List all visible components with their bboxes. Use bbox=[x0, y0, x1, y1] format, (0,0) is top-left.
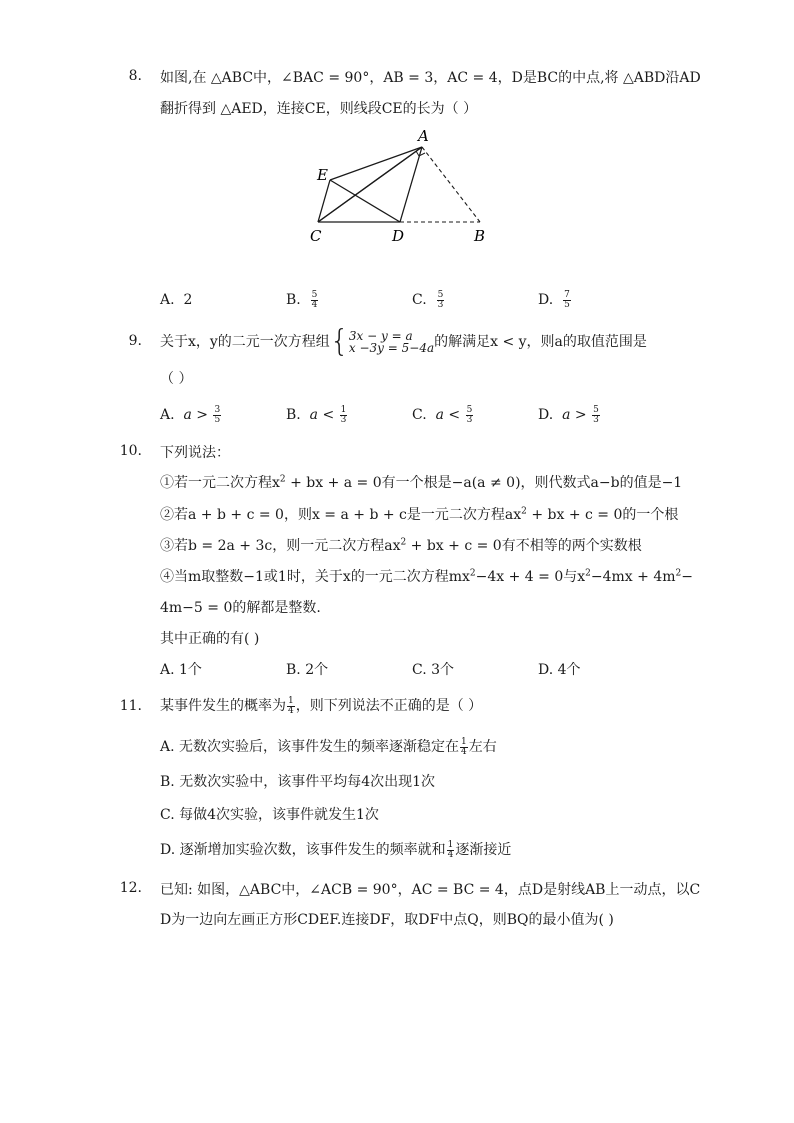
brace: { bbox=[329, 324, 349, 359]
statement-2: ②若a + b + c = 0，则x = a + b + c是一元二次方程$ax^2$ + bx + c = 0的一个根 bbox=[160, 506, 679, 523]
label-d: D bbox=[392, 227, 405, 245]
statement-3: ③若b = 2a + 3c，则一元二次方程$ax^2$ + bx + c = 0有不相等的两个实数根 bbox=[160, 537, 642, 554]
label-c: C bbox=[310, 227, 322, 245]
question-text: 翻折得到 △AED，连接CE，则线段CE的长为（ ） bbox=[160, 101, 478, 117]
question-text: 下列说法： bbox=[160, 445, 230, 461]
question-text: D为一边向左画正方形CDEF.连接DF，取DF中点Q，则BQ的最小值为( ) bbox=[160, 912, 614, 928]
label-e: E bbox=[317, 166, 328, 184]
option-c[interactable]: C. a < $\frac{5}{3}$ bbox=[412, 404, 473, 425]
option-b[interactable]: B. $\frac{5}{4}$ bbox=[286, 289, 318, 310]
option-a[interactable]: A. 2 bbox=[160, 292, 193, 308]
segment-ea bbox=[330, 147, 422, 180]
option-a[interactable]: A. a > $\frac{3}{5}$ bbox=[160, 404, 221, 425]
label-b: B bbox=[474, 227, 486, 245]
option-d[interactable]: D. 逐渐增加实验次数，该事件发生的频率就和 $\frac{1}{4}$ 逐渐接近 bbox=[160, 839, 512, 860]
label-a: A bbox=[418, 127, 429, 145]
option-c[interactable]: C. 3个 bbox=[412, 662, 455, 678]
option-a[interactable]: A. 无数次实验后，该事件发生的频率逐渐稳定在 $\frac{1}{4}$ 左右 bbox=[160, 736, 497, 757]
option-a[interactable]: A. 1个 bbox=[160, 662, 202, 678]
question-number: 10. bbox=[119, 443, 142, 459]
question-text: 其中正确的有( ) bbox=[160, 631, 260, 647]
statement-1: ①若一元二次方程$x^2$ + bx + a = 0有一个根是−a(a ≠ 0)，则代数式a−b的值是−1 bbox=[160, 474, 683, 491]
option-d[interactable]: D. $\frac{7}{5}$ bbox=[538, 289, 570, 310]
question-number: 12. bbox=[119, 880, 142, 896]
statement-4: ④当m取整数−1或1时，关于x的一元二次方程$mx^2-4x + 4 = 0$与$x^2-4mx + 4m^2-$ bbox=[160, 568, 693, 585]
option-b[interactable]: B. 无数次实验中，该事件平均每4次出现1次 bbox=[160, 774, 436, 790]
question-text: 如图,在 △ABC中，∠BAC = 90°，AB = 3，AC = 4，D是BC的中点,将 △ABD沿AD bbox=[160, 70, 701, 86]
question-text: （ ） bbox=[160, 371, 193, 387]
option-c[interactable]: C. 每做4次实验，该事件就发生1次 bbox=[160, 807, 379, 823]
question-number: 8. bbox=[128, 68, 142, 84]
segment-da bbox=[400, 147, 422, 222]
segment-ed bbox=[330, 180, 400, 222]
equation-system: 3x − y = a x −3y = 5−4a bbox=[348, 329, 435, 355]
fraction: $\frac{5}{4}$ bbox=[311, 289, 318, 310]
option-b[interactable]: B. 2个 bbox=[286, 662, 329, 678]
option-b[interactable]: B. a < $\frac{1}{3}$ bbox=[286, 404, 347, 425]
option-d[interactable]: D. a > $\frac{5}{3}$ bbox=[538, 404, 599, 425]
question-text: 已知: 如图，△ABC中，∠ACB = 90°，AC = BC = 4，点D是射线AB上一动点，以C bbox=[160, 882, 701, 898]
segment-ab-dashed bbox=[422, 147, 480, 222]
question-number: 9. bbox=[128, 333, 142, 349]
question-text: 某事件发生的概率为 $\frac{1}{4}$ ，则下列说法不正确的是（ ） bbox=[160, 695, 483, 716]
question-text: 关于x，y的二元一次方程组{ 3x − y = a x −3y = 5−4a 的解满足x < y，则a的取值范围是 bbox=[160, 324, 647, 359]
fraction: $\frac{7}{5}$ bbox=[564, 289, 570, 310]
statement-4-continued: 4m−5 = 0的解都是整数. bbox=[160, 600, 321, 616]
option-c[interactable]: C. $\frac{5}{3}$ bbox=[412, 289, 444, 310]
geometry-figure bbox=[300, 125, 500, 250]
option-d[interactable]: D. 4个 bbox=[538, 662, 581, 678]
fraction: $\frac{5}{3}$ bbox=[437, 289, 444, 310]
question-number: 11. bbox=[119, 698, 142, 714]
segment-ac bbox=[318, 147, 422, 222]
segment-ec bbox=[318, 180, 330, 222]
